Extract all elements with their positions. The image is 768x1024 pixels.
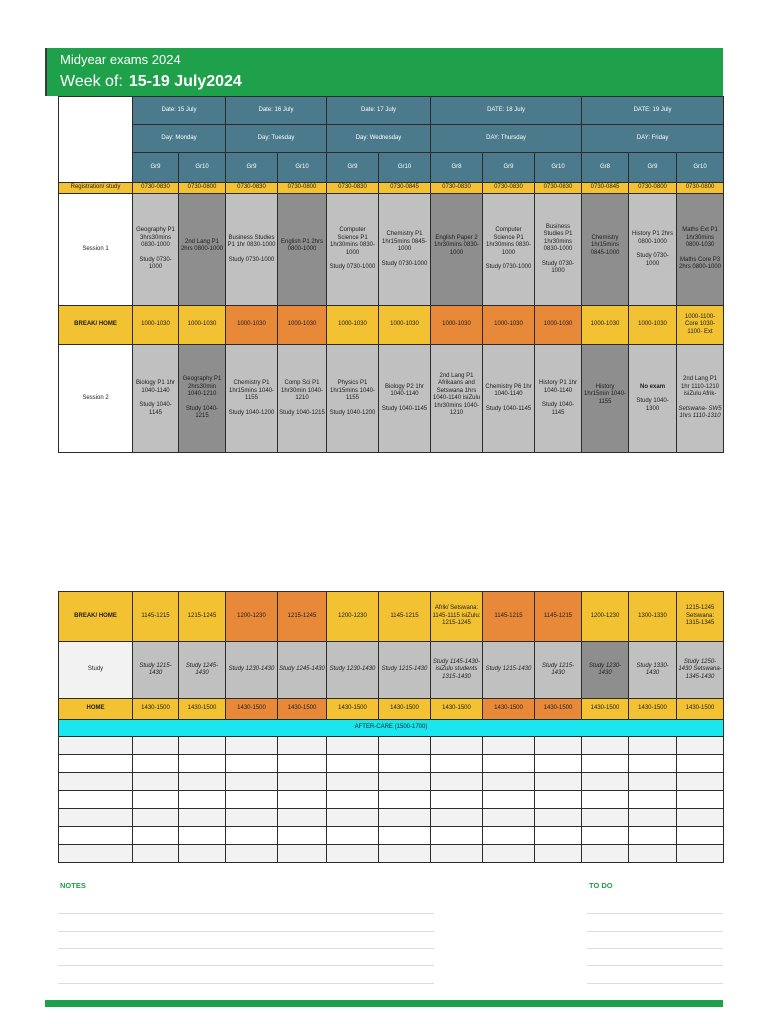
blank-row <box>59 791 724 809</box>
row-label-break-2: BREAK/ HOME <box>59 592 133 642</box>
weekday-2: Day: Tuesday <box>226 125 327 153</box>
date-day-4: DATE: 18 July <box>431 97 582 125</box>
study-cell: Study 1230-1430 <box>582 642 629 699</box>
study-text: Study 1040-1145 <box>485 405 532 412</box>
after-care-bar: AFTER-CARE (1500-1700) <box>59 720 724 737</box>
todo-line <box>587 913 723 914</box>
home-cell: 1430-1500 <box>582 699 629 720</box>
exam-text: History P1 2hrs 0800-1000 <box>632 231 674 245</box>
study-text: Study 0730-1000 <box>139 256 172 271</box>
study-text: Study 1040-1200 <box>228 409 275 416</box>
grade-header: Gr9 <box>133 153 179 183</box>
session2-cell <box>278 345 327 453</box>
session2-cell <box>483 345 535 453</box>
study-text: Study 1040-1300 <box>636 398 669 412</box>
break2-cell: 1200-1230 <box>582 592 629 642</box>
break2-cell: 1200-1230 <box>226 592 278 642</box>
exam-text: 2nd Lang P1 Afrikaans and Setswana 1hrs 1040-1140 isiZulu 1hr30mins 1040-1210 <box>432 372 481 416</box>
registration-cell: 0730-0830 <box>431 183 483 194</box>
session1-cell <box>133 194 179 306</box>
notes-line <box>58 913 434 914</box>
session2-cell <box>379 345 431 453</box>
study-text: Study 0730-1000 <box>541 260 575 274</box>
blank-row <box>59 827 724 845</box>
break1-cell: 1000-1100- Core 1030-1100- Ext <box>677 306 724 345</box>
todo-line <box>587 948 723 949</box>
exam-text: Comp Sci P1 1hr30min 1040-1210 <box>280 380 324 401</box>
row-label-registration: Registration/ study <box>59 183 133 194</box>
home-cell: 1430-1500 <box>278 699 327 720</box>
notes-line <box>58 965 434 966</box>
exam-text: 2nd Lang P1 2hrs 0800-1000 <box>180 238 224 252</box>
blank-row <box>59 737 724 755</box>
break2-cell: 1145-1215 <box>535 592 582 642</box>
study-text: Study 1040-1145 <box>381 405 428 412</box>
exam-text: Biology P1 1hr 1040-1140 <box>135 380 176 394</box>
exam-text: Chemistry P1 1hr15mins 1040-1155 <box>228 380 275 401</box>
session2-cell <box>629 345 677 453</box>
date-day-5: DATE: 19 July <box>582 97 724 125</box>
home-cell: 1430-1500 <box>535 699 582 720</box>
exam-text: Chemistry P6 1hr 1040-1140 <box>485 383 532 398</box>
registration-cell: 0730-0830 <box>535 183 582 194</box>
date-day-3: Date: 17 July <box>327 97 431 125</box>
break1-cell: 1000-1030 <box>535 306 582 345</box>
break1-cell: 1000-1030 <box>629 306 677 345</box>
registration-cell: 0730-0800 <box>677 183 724 194</box>
break1-cell: 1000-1030 <box>278 306 327 345</box>
registration-cell: 0730-0800 <box>179 183 226 194</box>
study-cell: Study 1215-1430 <box>133 642 179 699</box>
grade-header: Gr10 <box>278 153 327 183</box>
registration-cell: 0730-0800 <box>629 183 677 194</box>
blank-row <box>59 755 724 773</box>
break2-cell: Afrik/ Setswana: 1145-1115 isiZulu: 1215-1245 <box>431 592 483 642</box>
exam-text: English P1 2hrs 0800-1000 <box>280 238 324 252</box>
study-text: Study 1040-1145 <box>541 402 575 416</box>
break2-cell: 1145-1215 <box>379 592 431 642</box>
study-cell: Study 1215-1430 <box>483 642 535 699</box>
study-cell: Study 1330-1430 <box>629 642 677 699</box>
break1-cell: 1000-1030 <box>483 306 535 345</box>
study-cell: Study 1245-1430 <box>179 642 226 699</box>
study-cell: Study 1230-1430 <box>327 642 379 699</box>
exam-text: No exam <box>640 383 666 390</box>
exam-text: 2nd Lang P1 1hr 1110-1210 isiZulu Afrik- <box>680 376 720 398</box>
week-label: Week of: <box>60 73 123 90</box>
home-cell: 1430-1500 <box>226 699 278 720</box>
session2-cell <box>226 345 278 453</box>
study-text: Study 0730-1000 <box>485 264 532 271</box>
break1-cell: 1000-1030 <box>582 306 629 345</box>
session1-cell <box>379 194 431 306</box>
study-text: Study 0730-1000 <box>329 264 376 271</box>
schedule-table-top <box>58 96 724 453</box>
row-label-study: Study <box>59 642 133 699</box>
break2-cell: 1215-1245 Setswana: 1315-1345 <box>677 592 724 642</box>
grade-header: Gr9 <box>629 153 677 183</box>
exam-text: Business Studies P1 1hr30mins 0830-1000 <box>543 223 573 252</box>
week-value: 15-19 July2024 <box>128 73 242 90</box>
break1-cell: 1000-1030 <box>133 306 179 345</box>
study-text: Study 0730-1000 <box>636 253 669 267</box>
grade-header: Gr10 <box>379 153 431 183</box>
home-cell: 1430-1500 <box>179 699 226 720</box>
session1-cell <box>327 194 379 306</box>
home-cell: 1430-1500 <box>483 699 535 720</box>
blank-row <box>59 845 724 863</box>
session1-cell <box>677 194 724 306</box>
session2-cell <box>133 345 179 453</box>
weekday-3: Day: Wednesday <box>327 125 431 153</box>
grade-header: Gr9 <box>327 153 379 183</box>
session1-cell <box>431 194 483 306</box>
session1-cell <box>535 194 582 306</box>
exam-text: Biology P2 1hr 1040-1140 <box>384 383 425 398</box>
notes-line <box>58 931 434 932</box>
study-cell: Study 1145-1430- isiZulu students 1315-1430 <box>431 642 483 699</box>
break1-cell: 1000-1030 <box>431 306 483 345</box>
notes-line <box>58 948 434 949</box>
home-cell: 1430-1500 <box>431 699 483 720</box>
break2-cell: 1215-1245 <box>179 592 226 642</box>
break2-cell: 1145-1215 <box>133 592 179 642</box>
break2-cell: 1145-1215 <box>483 592 535 642</box>
date-day-1: Date: 15 July <box>133 97 226 125</box>
exam-text: Chemistry P1 1hr15mins 0845-1000 <box>381 231 428 252</box>
break2-cell: 1200-1230 <box>327 592 379 642</box>
page-title: Midyear exams 2024 <box>60 52 181 67</box>
session2-cell <box>535 345 582 453</box>
row-label-session-2: Session 2 <box>59 345 133 453</box>
corner-blank <box>59 97 133 183</box>
exam-text: Chemistry 1hr15mins 0845-1000 <box>590 234 620 256</box>
study-cell: Study 1215-1430 <box>535 642 582 699</box>
schedule-table-bottom <box>58 591 724 863</box>
session2-cell <box>431 345 483 453</box>
study-text: Maths Core P3 2hrs 0800-1000 <box>679 256 722 271</box>
home-cell: 1430-1500 <box>133 699 179 720</box>
grade-header: Gr8 <box>582 153 629 183</box>
study-cell: Study 1245-1430 <box>278 642 327 699</box>
break2-cell: 1215-1245 <box>278 592 327 642</box>
blank-row <box>59 809 724 827</box>
home-cell: 1430-1500 <box>629 699 677 720</box>
exam-text: History P1 1hr 1040-1140 <box>539 380 578 394</box>
row-label-session-1: Session 1 <box>59 194 133 306</box>
grade-header: Gr10 <box>677 153 724 183</box>
exam-text: English Paper 2 1hr30mins 0830-1000 <box>433 234 480 256</box>
study-text: Study 1040-1145 <box>139 402 172 416</box>
session2-cell <box>179 345 226 453</box>
session1-cell <box>629 194 677 306</box>
exam-text: Business Studies P1 1hr 0830-1000 <box>227 234 276 249</box>
week-line <box>60 73 242 91</box>
study-text: Study 1040-1200 <box>329 409 376 416</box>
home-cell: 1430-1500 <box>379 699 431 720</box>
grade-header: Gr9 <box>226 153 278 183</box>
grade-header: Gr10 <box>179 153 226 183</box>
exam-text: History 1hr15min 1040-1155 <box>584 383 627 405</box>
study-text: Study 1040-1215 <box>185 405 219 420</box>
exam-text: Geography P1 3hrs30mins 0830-1000 <box>136 227 175 249</box>
session1-cell <box>278 194 327 306</box>
weekday-5: DAY: Friday <box>582 125 724 153</box>
exam-text: Computer Science P1 1hr30mins 0830-1000 <box>329 227 376 256</box>
grade-header: Gr9 <box>483 153 535 183</box>
study-text: Setswana- SW5 1hrs 1110-1310 <box>678 405 722 420</box>
home-cell: 1430-1500 <box>677 699 724 720</box>
registration-cell: 0730-0800 <box>278 183 327 194</box>
exam-text: Maths Ext P1 1hr30mins 0800-1030 <box>682 227 718 249</box>
break1-cell: 1000-1030 <box>226 306 278 345</box>
study-text: Study 0730-1000 <box>228 256 275 263</box>
notes-heading: NOTES <box>60 881 86 890</box>
study-text: Study 0730-1000 <box>381 260 428 267</box>
todo-line <box>587 931 723 932</box>
registration-cell: 0730-0845 <box>379 183 431 194</box>
grade-header: Gr10 <box>535 153 582 183</box>
break2-cell: 1300-1330 <box>629 592 677 642</box>
break1-cell: 1000-1030 <box>327 306 379 345</box>
exam-text: Geography P1 2hrs30min 1040-1210 <box>182 376 222 398</box>
exam-text: Computer Science P1 1hr30mins 0830-1000 <box>485 227 532 256</box>
blank-row <box>59 773 724 791</box>
registration-cell: 0730-0830 <box>483 183 535 194</box>
row-label-break-1: BREAK/ HOME <box>59 306 133 345</box>
weekday-1: Day: Monday <box>133 125 226 153</box>
registration-cell: 0730-0830 <box>133 183 179 194</box>
notes-line <box>58 983 434 984</box>
break1-cell: 1000-1030 <box>179 306 226 345</box>
study-text: Study 1040-1215 <box>279 409 325 416</box>
home-cell: 1430-1500 <box>327 699 379 720</box>
footer-bar <box>45 1000 723 1007</box>
session1-cell <box>582 194 629 306</box>
registration-cell: 0730-0830 <box>327 183 379 194</box>
date-day-2: Date: 16 July <box>226 97 327 125</box>
registration-cell: 0730-0830 <box>226 183 278 194</box>
study-cell: Study 1215-1430 <box>379 642 431 699</box>
break1-cell: 1000-1030 <box>379 306 431 345</box>
todo-line <box>587 965 723 966</box>
study-cell: Study 1230-1430 <box>226 642 278 699</box>
todo-heading: TO DO <box>589 881 613 890</box>
session1-cell <box>226 194 278 306</box>
grade-header: Gr8 <box>431 153 483 183</box>
session1-cell <box>483 194 535 306</box>
session2-cell <box>582 345 629 453</box>
session2-cell <box>677 345 724 453</box>
registration-cell: 0730-0845 <box>582 183 629 194</box>
todo-line <box>587 983 723 984</box>
session2-cell <box>327 345 379 453</box>
weekday-4: DAY: Thursday <box>431 125 582 153</box>
exam-text: Physics P1 1hr15mins 1040-1155 <box>329 380 376 401</box>
session1-cell <box>179 194 226 306</box>
study-cell: Study 1250-1430 Setswana- 1345-1430 <box>677 642 724 699</box>
row-label-home: HOME <box>59 699 133 720</box>
header-rule <box>45 48 47 96</box>
